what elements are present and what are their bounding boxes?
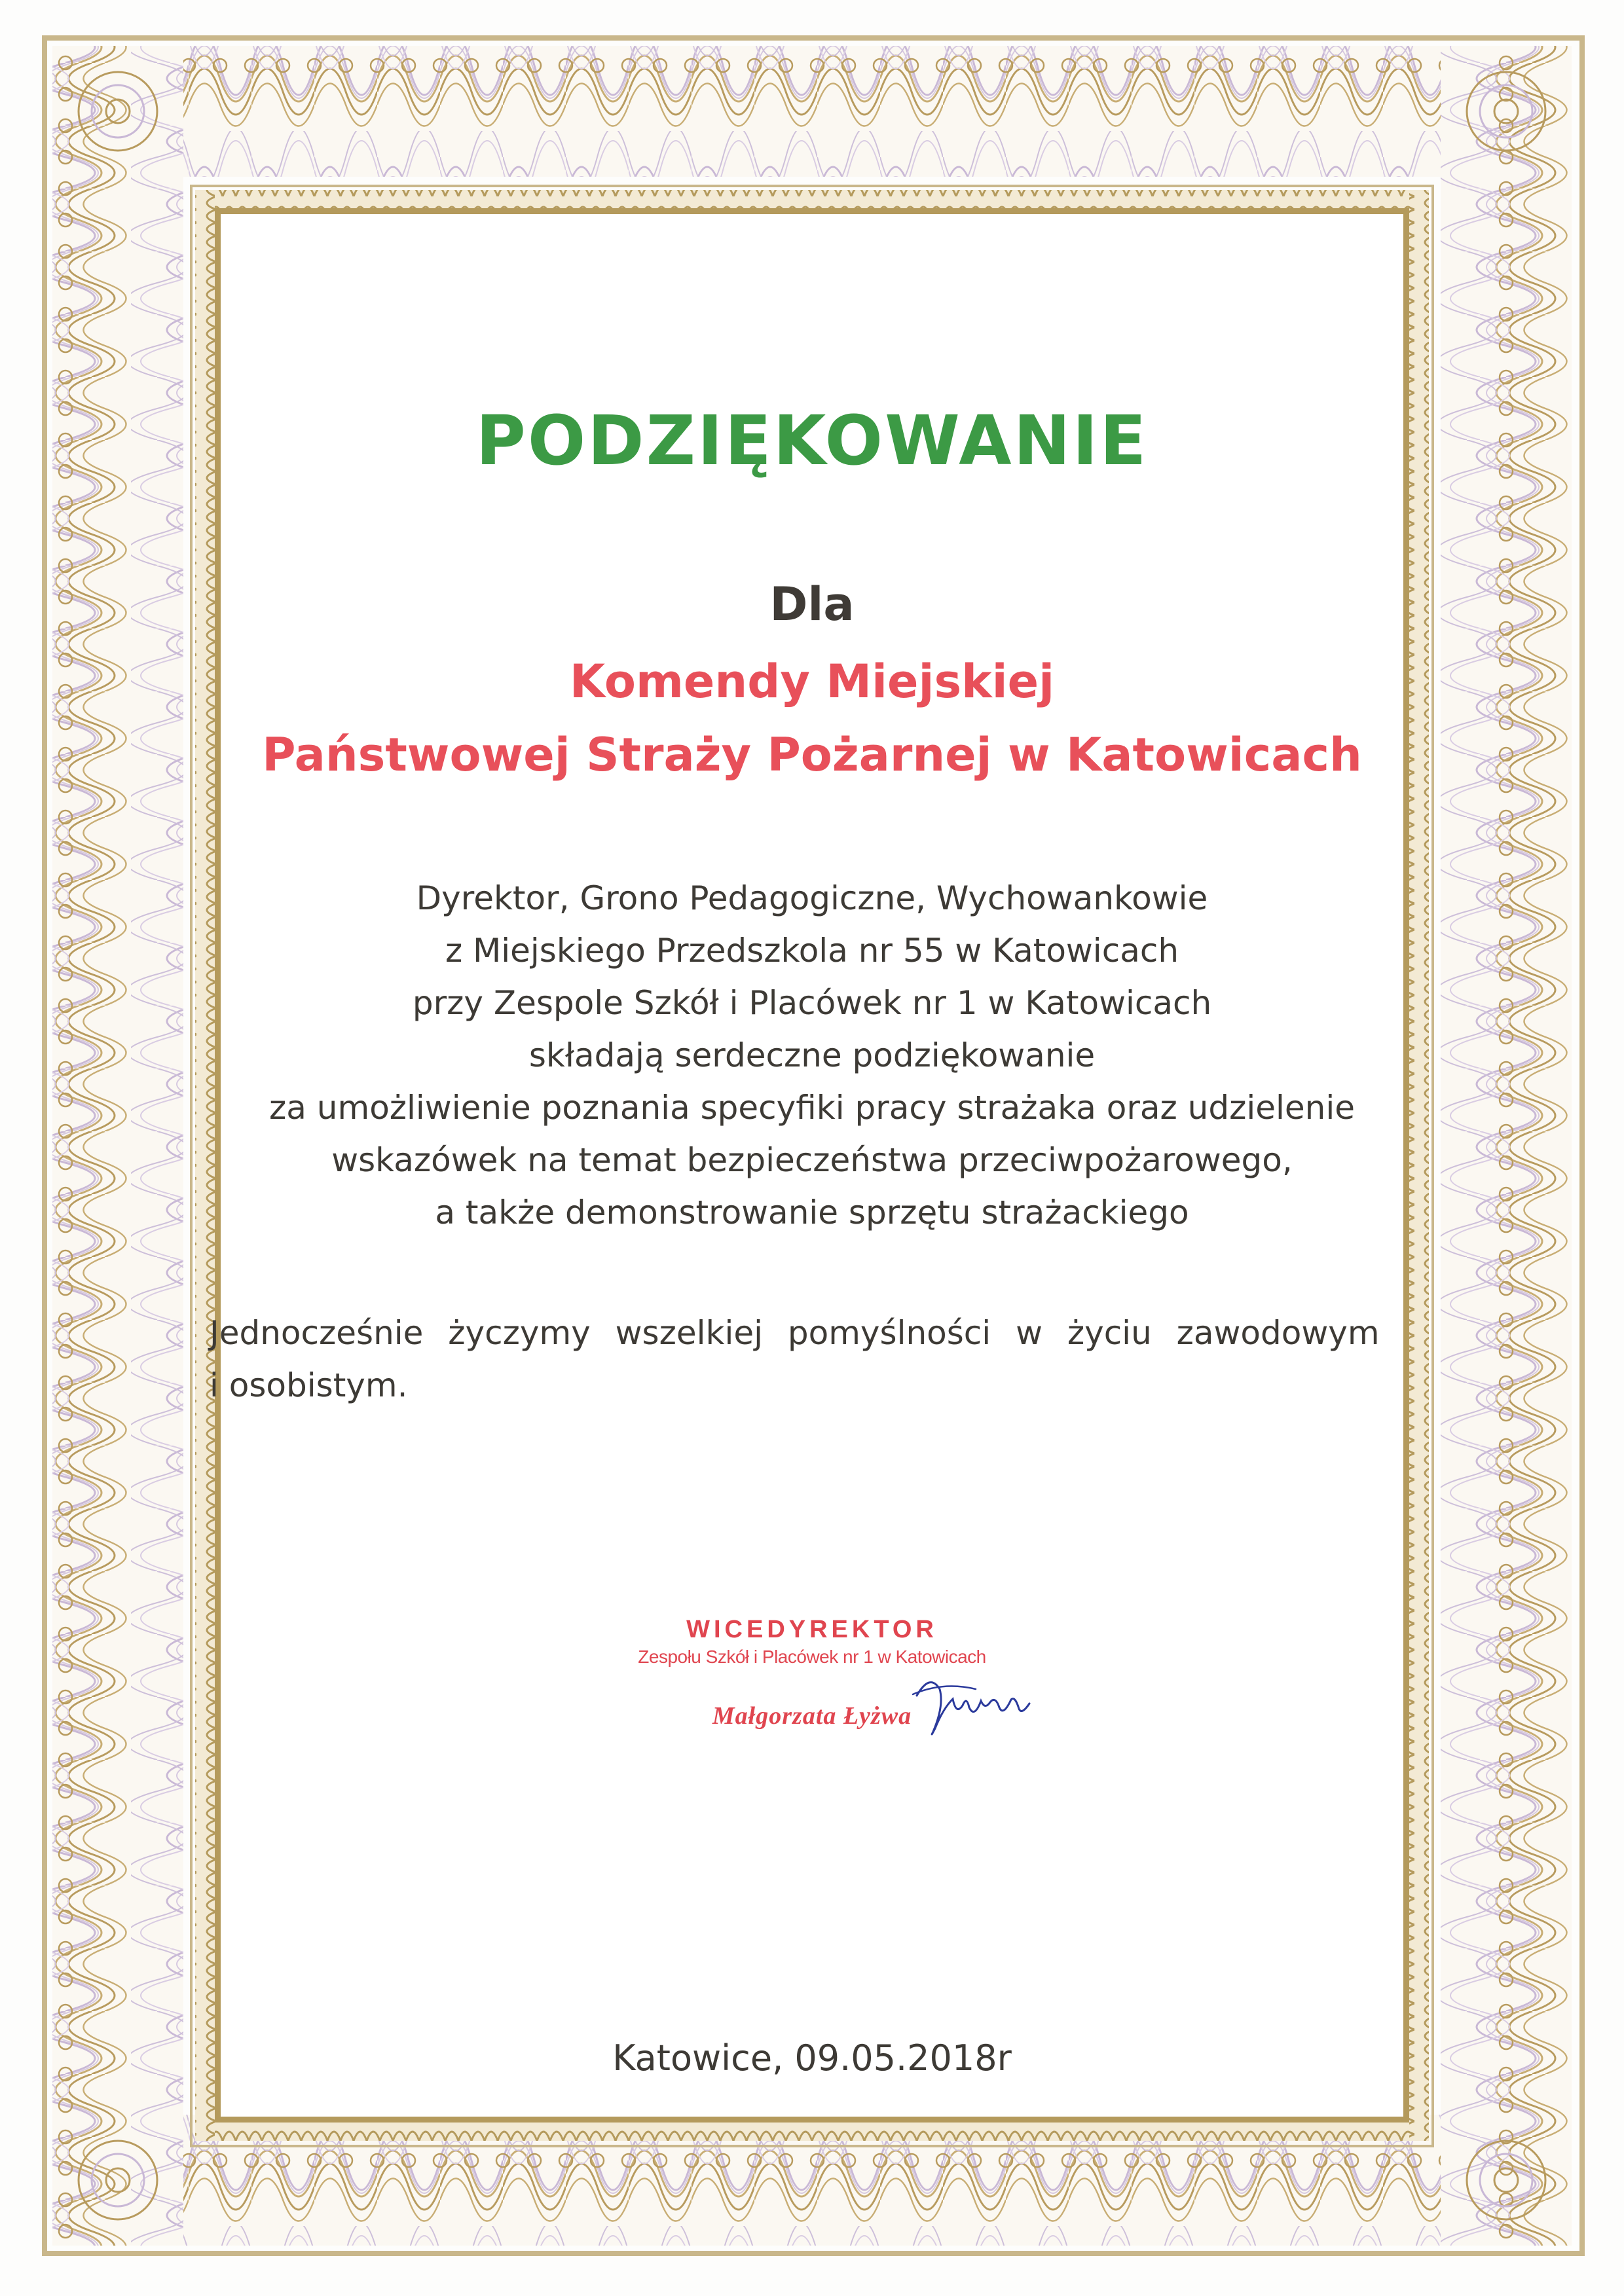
handwritten-signature: [904, 1669, 1035, 1741]
body-line: składają serdeczne podziękowanie: [528, 1036, 1096, 1074]
thanks-paragraph: [196, 872, 1428, 1239]
body-line: a także demonstrowanie sprzętu strażackiego: [435, 1194, 1189, 1231]
stamp-name: Małgorzata Łyżwa: [712, 1702, 912, 1730]
place-and-date: Katowice, 09.05.2018r: [612, 2037, 1012, 2079]
wish-line: i osobistym.: [210, 1366, 408, 1404]
body-line: za umożliwienie poznania specyfiki pracy strażaka oraz udzielenie: [269, 1089, 1355, 1127]
body-line: z Miejskiego Przedszkola nr 55 w Katowicach: [445, 932, 1179, 970]
body-line: przy Zespole Szkół i Placówek nr 1 w Katowicach: [412, 984, 1212, 1022]
stamp-institution: Zespołu Szkół i Placówek nr 1 w Katowicach: [638, 1647, 986, 1667]
body-line: Dyrektor, Grono Pedagogiczne, Wychowankowie: [416, 879, 1208, 917]
recipient-line: Komendy Miejskiej: [569, 655, 1055, 708]
body-line: wskazówek na temat bezpieczeństwa przeciwpożarowego,: [331, 1141, 1293, 1179]
recipient-line: Państwowej Straży Pożarnej w Katowicach: [262, 728, 1362, 782]
wishes-paragraph: [210, 1307, 1441, 1412]
certificate-content: [196, 0, 1428, 2296]
addressee-label: Dla: [769, 577, 855, 631]
stamp-title: WICEDYREKTOR: [686, 1616, 938, 1643]
certificate-title: PODZIĘKOWANIE: [475, 401, 1149, 481]
official-stamp: [196, 1616, 1428, 1730]
wish-line: Jednocześnie życzymy wszelkiej pomyślności w życiu zawodowym: [210, 1314, 1380, 1352]
